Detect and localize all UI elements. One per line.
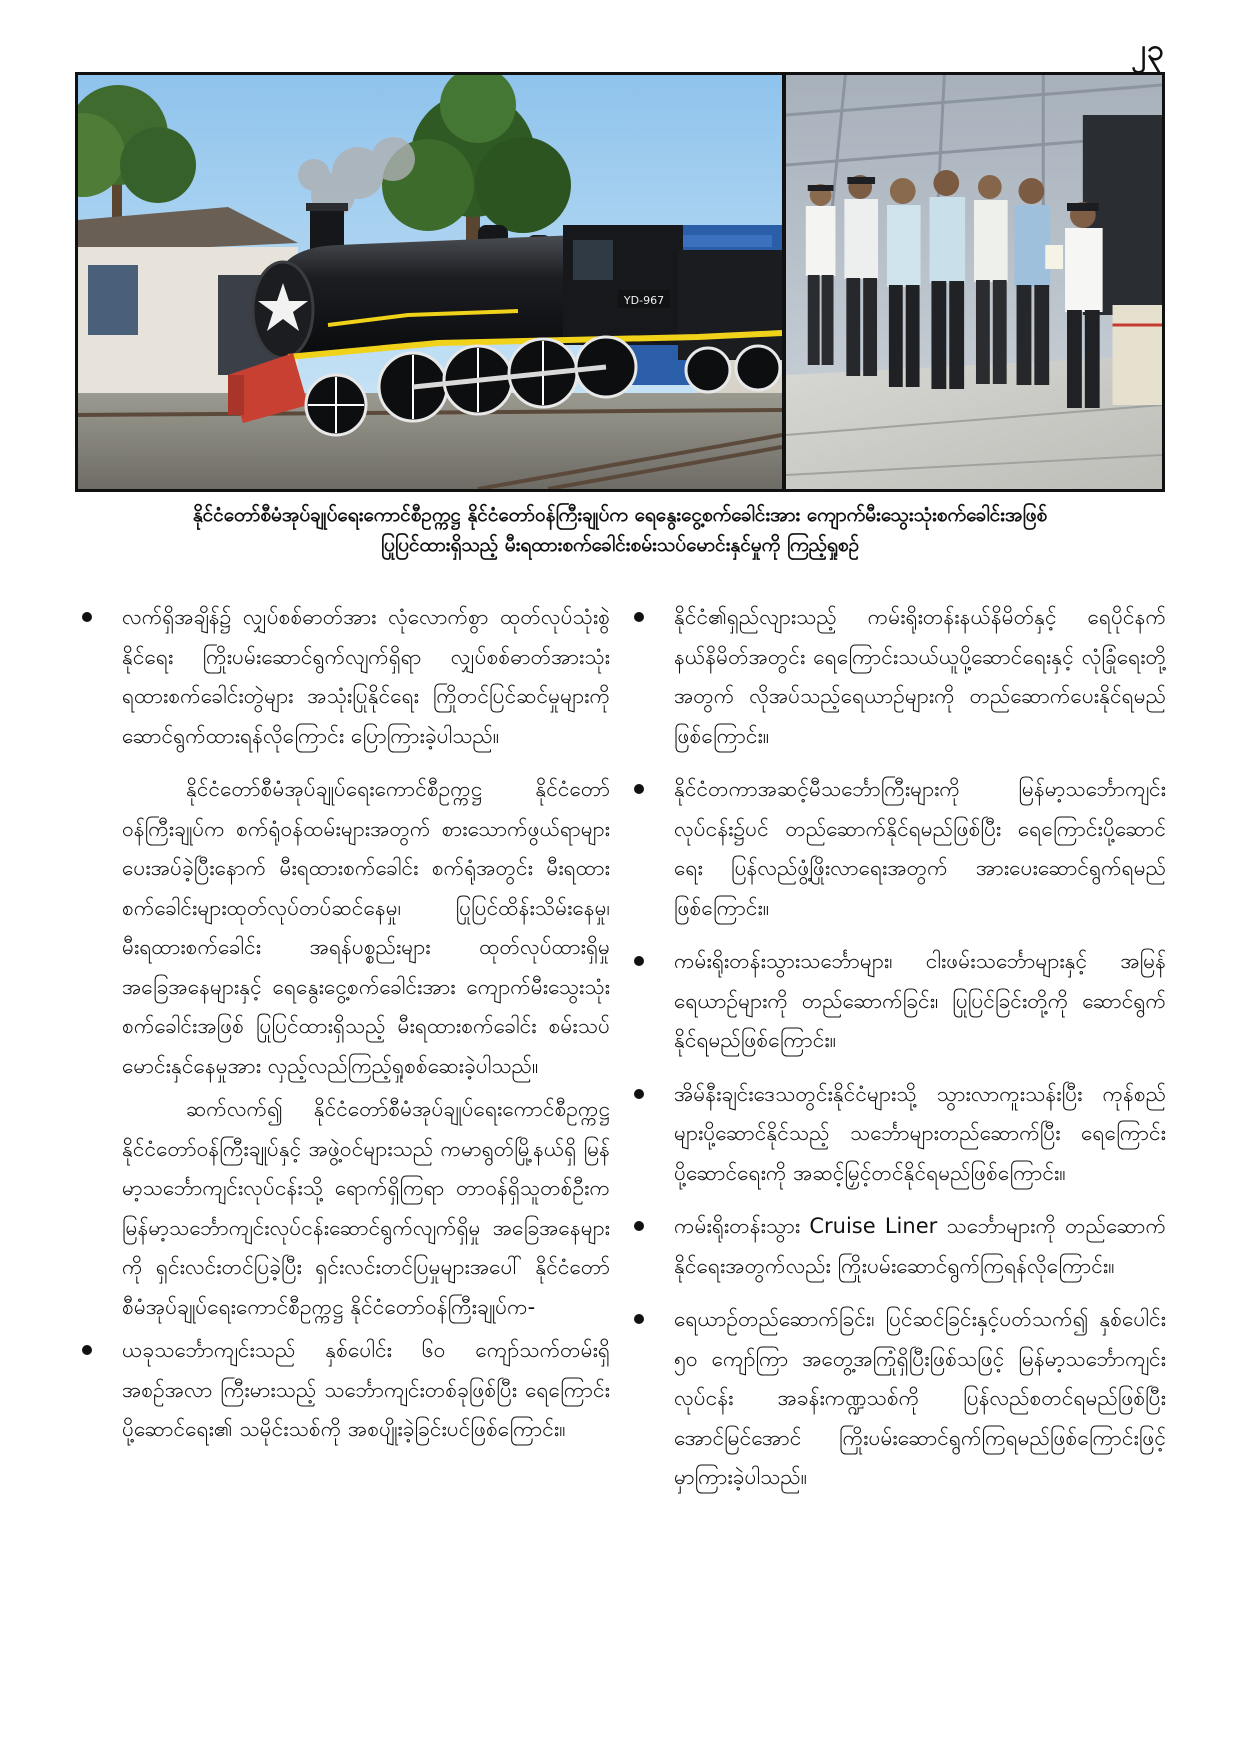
right-bullet-6	[630, 1300, 1166, 1498]
right-bullet-3	[630, 942, 1166, 1061]
right-bullet-1	[630, 598, 1166, 756]
locomotive-number-plate: YD-967	[623, 294, 665, 307]
steam-locomotive-photo	[78, 75, 782, 489]
photo-caption	[75, 500, 1165, 560]
page-number: ၂၃	[1131, 33, 1165, 68]
left-bullet-2	[78, 1331, 610, 1450]
officials-photo	[786, 75, 1162, 489]
right-bullet-2-text: နိုင်ငံတကာအဆင့်မီသင်္ဘောကြီးများကို မြန်မာ့သင်္ဘောကျင်းလုပ်ငန်း၌ပင် တည်ဆောက်နိုင်ရမည်ဖြစ်ပြီး ရေကြောင်းပို့ဆောင်ရေး ပြန်လည်ဖွံ့ဖြိုးလာရေးအတွက် အားပေးဆောင်ရွက်ရမည်ဖြစ်ကြောင်း။	[674, 777, 1166, 920]
right-bullet-3-text: ကမ်းရိုးတန်းသွားသင်္ဘောများ၊ ငါးဖမ်းသင်္ဘောများနှင့် အမြန်ရေယာဉ်များကို တည်ဆောက်ခြင်း၊ ပြုပြင်ခြင်းတို့ကို ဆောင်ရွက်နိုင်ရမည်ဖြစ်ကြောင်း။	[674, 949, 1166, 1052]
left-paragraph-2: ဆက်လက်၍ နိုင်ငံတော်စီမံအုပ်ချုပ်ရေးကောင်စီဥက္ကဋ္ဌ နိုင်ငံတော်ဝန်ကြီးချုပ်နှင့် အဖွဲ့ဝင်များသည် ကမာရွတ်မြို့နယ်ရှိ မြန်မာ့သင်္ဘောကျင်းလုပ်ငန်းသို့ ရောက်ရှိကြရာ တာဝန်ရှိသူတစ်ဦးက မြန်မာ့သင်္ဘောကျင်းလုပ်ငန်းဆောင်ရွက်လျက်ရှိမှု အခြေအနေများကို ရှင်းလင်းတင်ပြခဲ့ပြီး ရှင်းလင်းတင်ပြမှုများအပေါ် နိုင်ငံတော်စီမံအုပ်ချုပ်ရေးကောင်စီဥက္ကဋ္ဌ နိုင်ငံတော်ဝန်ကြီးချုပ်က-	[122, 1097, 610, 1319]
right-bullet-5	[630, 1207, 1166, 1286]
left-column	[78, 598, 610, 1464]
left-bullet-2-text: ယခုသင်္ဘောကျင်းသည် နှစ်ပေါင်း ၆၀ ကျော်သက်တမ်းရှိ အစဉ်အလာ ကြီးမားသည့် သင်္ဘောကျင်းတစ်ခုဖြစ်ပြီး ရေကြောင်းပို့ဆောင်ရေး၏ သမိုင်းသစ်ကို အစပျိုးခဲ့ခြင်းပင်ဖြစ်ကြောင်း။	[122, 1338, 610, 1441]
left-bullet-1-text: လက်ရှိအချိန်၌ လျှပ်စစ်ဓာတ်အား လုံလောက်စွာ ထုတ်လုပ်သုံးစွဲနိုင်ရေး ကြိုးပမ်းဆောင်ရွက်လျက်ရှိရာ လျှပ်စစ်ဓာတ်အားသုံး ရထားစက်ခေါင်းတွဲများ အသုံးပြုနိုင်ရေး ကြိုတင်ပြင်ဆင်မှုများကို ဆောင်ရွက်ထားရန်လိုကြောင်း ပြောကြားခဲ့ပါသည်။	[122, 605, 610, 748]
steam-locomotive-illustration	[78, 75, 782, 489]
right-bullet-4	[630, 1075, 1166, 1194]
right-bullet-5-text: ကမ်းရိုးတန်းသွား Cruise Liner သင်္ဘောများကို တည်ဆောက်နိုင်ရေးအတွက်လည်း ကြိုးပမ်းဆောင်ရွက်ကြရန်လိုကြောင်း။	[674, 1214, 1166, 1278]
right-bullet-1-text: နိုင်ငံ၏ရှည်လျားသည့် ကမ်းရိုးတန်းနယ်နိမိတ်နှင့် ရေပိုင်နက်နယ်နိမိတ်အတွင်း ရေကြောင်းသယ်ယူပို့ဆောင်ရေးနှင့် လုံခြုံရေးတို့အတွက် လိုအပ်သည့်ရေယာဉ်များကို တည်ဆောက်ပေးနိုင်ရမည်ဖြစ်ကြောင်း။	[674, 605, 1166, 748]
caption-line-2: ပြုပြင်ထားရှိသည့် မီးရထားစက်ခေါင်းစမ်းသပ်မောင်းနှင်မှုကို ကြည့်ရှုစဉ်	[380, 534, 860, 556]
right-column	[630, 598, 1166, 1512]
left-bullet-1	[78, 598, 610, 756]
right-bullet-6-text: ရေယာဉ်တည်ဆောက်ခြင်း၊ ပြင်ဆင်ခြင်းနှင့်ပတ်သက်၍ နှစ်ပေါင်း ၅၀ ကျော်ကြာ အတွေ့အကြုံရှိပြီးဖြစ်သဖြင့် မြန်မာ့သင်္ဘောကျင်းလုပ်ငန်း အခန်းကဏ္ဍသစ်ကို ပြန်လည်စတင်ရမည်ဖြစ်ပြီး အောင်မြင်အောင် ကြိုးပမ်းဆောင်ရွက်ကြရမည်ဖြစ်ကြောင်းဖြင့် မှာကြားခဲ့ပါသည်။	[674, 1307, 1166, 1489]
right-bullet-2	[630, 770, 1166, 928]
caption-line-1: နိုင်ငံတော်စီမံအုပ်ချုပ်ရေးကောင်စီဥက္ကဋ္ဌ နိုင်ငံတော်ဝန်ကြီးချုပ်က ရေနွေးငွေ့စက်ခေါင်းအား ကျောက်မီးသွေးသုံးစက်ခေါင်းအဖြစ်	[192, 504, 1048, 526]
left-paragraph-1: နိုင်ငံတော်စီမံအုပ်ချုပ်ရေးကောင်စီဥက္ကဋ္ဌ နိုင်ငံတော်ဝန်ကြီးချုပ်က စက်ရုံဝန်ထမ်းများအတွက် စားသောက်ဖွယ်ရာများ ပေးအပ်ခဲ့ပြီးနောက် မီးရထားစက်ခေါင်း စက်ရုံအတွင်း မီးရထားစက်ခေါင်းများထုတ်လုပ်တပ်ဆင်နေမှု၊ ပြုပြင်ထိန်းသိမ်းနေမှု၊ မီးရထားစက်ခေါင်း အရန်ပစ္စည်းများ ထုတ်လုပ်ထားရှိမှုအခြေအနေများနှင့် ရေနွေးငွေ့စက်ခေါင်းအား ကျောက်မီးသွေးသုံးစက်ခေါင်းအဖြစ် ပြုပြင်ထားရှိသည့် မီးရထားစက်ခေါင်း စမ်းသပ်မောင်းနှင်နေမှုအား လှည့်လည်ကြည့်ရှုစစ်ဆေးခဲ့ပါသည်။	[122, 777, 610, 1078]
officials-illustration	[786, 75, 1162, 489]
photo-frame	[75, 72, 1165, 492]
right-bullet-4-text: အိမ်နီးချင်းဒေသတွင်းနိုင်ငံများသို့ သွားလာကူးသန်းပြီး ကုန်စည်များပို့ဆောင်နိုင်သည့် သင်္ဘောများတည်ဆောက်ပြီး ရေကြောင်းပို့ဆောင်ရေးကို အဆင့်မြှင့်တင်နိုင်ရမည်ဖြစ်ကြောင်း။	[674, 1081, 1166, 1185]
